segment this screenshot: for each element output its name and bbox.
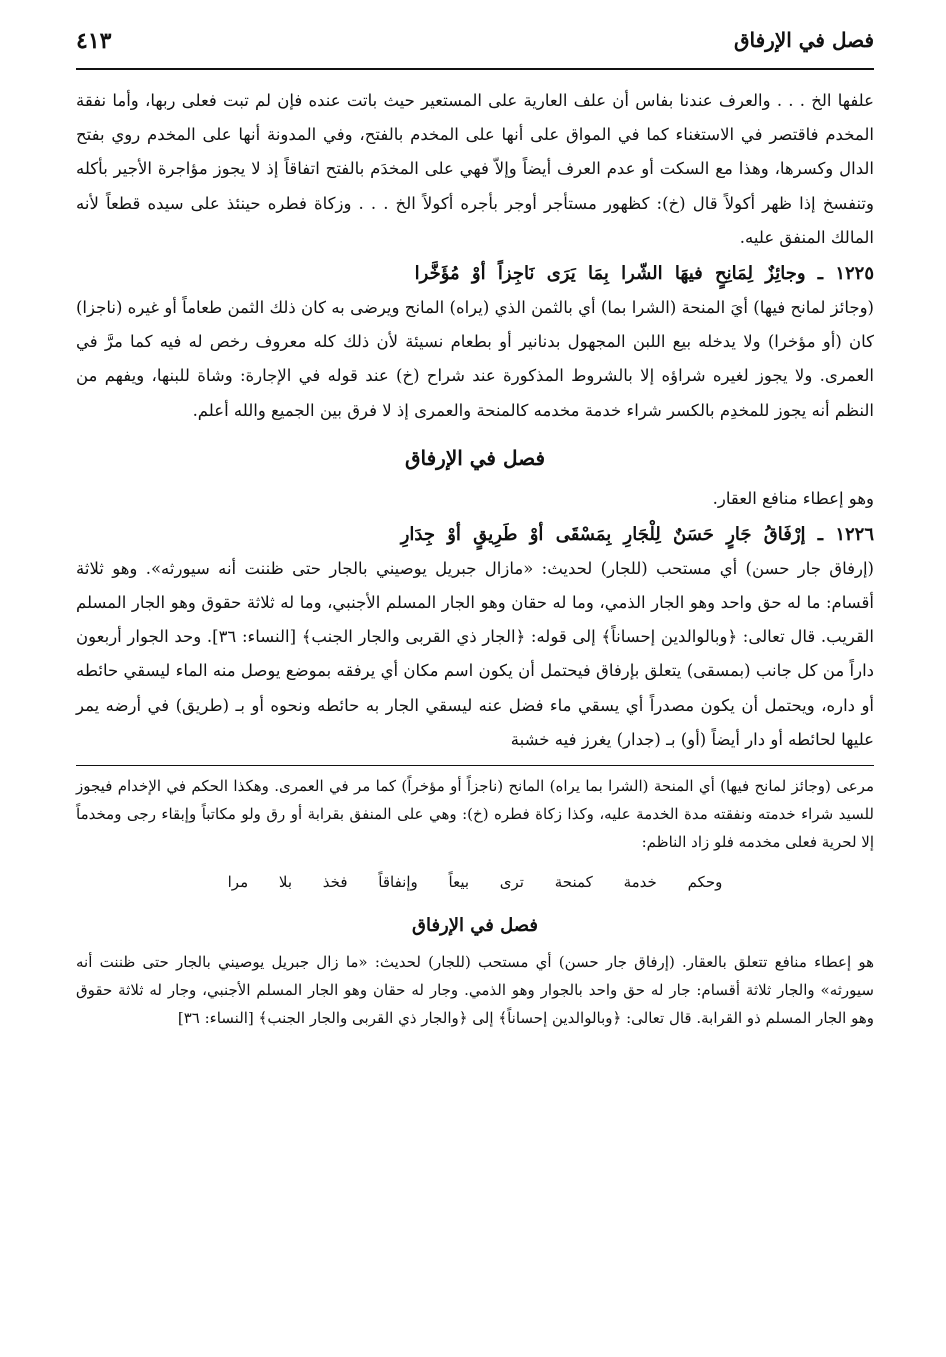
main-text (76, 84, 874, 757)
header-rule (76, 68, 874, 70)
footnote-paragraph: هو إعطاء منافع تتعلق بالعقار. (إرفاق جار حسن) أي مستحب (للجار) لحديث: «ما زال جبريل يوصيني بالجار حتى ظننت أنه سيورثه» والجار ثلاثة أقسام: جار له حق واحد بالجوار وهو الذمي. وجار له حقان وهو الجار المسلم الأجنبي، وجار له ثلاثة حقوق وهو الجار المسلم ذو القرابة. قال تعالى: ﴿وبالوالدين إحساناً﴾ إلى ﴿والجار ذي القربى والجار الجنب﴾ [النساء: ٣٦] (76, 953, 874, 1028)
paragraph-1: علفها الخ . . . والعرف عندنا بفاس أن علف العارية على المستعير حيث باتت عنده فإن لم تبت فعلى ربها، وأما نفقة المخدم فاقتصر في الاستغناء كما في المواق على أنها على المخدم بالفتح، وفي المدونة أنها على المخدم روي بفتح الدال وكسرها، وهذا مع السكت أو عدم العرف أيضاً وإلاّ فهي على المخدَم بالفتح اتفاقاً إذ لا يجوز مؤاجرة الأجير بأكله وتنفسخ إذا ظهر أكولاً قال (خ): كظهور مستأجر أوجر بأجره أكولاً الخ . . . وزكاة فطره حينئذ على سيده قطعاً لأنه المالك المنفق عليه. (76, 91, 874, 247)
footnote-rule (76, 765, 874, 766)
running-title: فصل في الإرفاق (734, 28, 874, 52)
paragraph-2: (وجائز لمانح فيها) أيَ المنحة (الشرا بما) أي بالثمن الذي (يراه) المانح ويرضى به كان ذلك الثمن طعاماً أو غيره (ناجزا) كان (أو مؤخرا) ولا يدخله بيع اللبن المجهول بدنانير أو بطعام نسيئة لأن ذلك كله معروف رخص له فيه كما مرَّ في العمرى. ولا يجوز لغيره شراؤه إلا بالشروط المذكورة عند شراح (خ) عند قوله في الإجارة: وشاة للبنها، ويفهم من النظم أنه يجوز للمخدِم بالكسر شراء خدمة مخدمه كالمنحة والعمرى إذ لا فرق بين الجميع والله أعلم. (76, 298, 874, 420)
page-number: ٤١٣ (76, 28, 112, 54)
page-header (76, 28, 874, 68)
footnote-section (76, 772, 874, 1032)
footnote-verse: وحكم خدمة كمنحة ترى بيعاً وإنفاقاً فخذ بلا مرا (227, 873, 723, 892)
footnote-line-1: مرعى (وجائز لمانح فيها) أي المنحة (الشرا بما يراه) المانح (ناجزاً أو مؤخراً) كما مر في العمرى. وهكذا الحكم في الإخدام فيجوز للسيد شراء خدمته ونفقته مدة الخدمة عليه، وكذا زكاة فطره (خ): وهي على المنفق بقرابة أو رق ولو مكاتباً وإبقاء رجى ومخدماً إلا لحرية فعلى مخدمه فلو زاد الناظم: (76, 777, 874, 852)
section-title: فصل في الإرفاق (405, 445, 545, 470)
section-intro: وهو إعطاء منافع العقار. (712, 488, 874, 508)
footnote-heading: فصل في الإرفاق (412, 915, 538, 937)
verse-1226: ١٢٢٦ ـ إرْفَاقُ جَارٍ حَسَنٌ لِلْجَارِ بِمَسْقَى أوْ طَرِيقٍ أوْ جِدَارِ (400, 523, 874, 545)
verse-1225: ١٢٢٥ ـ وجائِزٌ لِمَانِحٍ فيهَا الشّرا بِمَا يَرَى نَاجِزاً أوْ مُؤَخَّرا (414, 263, 874, 285)
paragraph-3: (إرفاق جار حسن) أي مستحب (للجار) لحديث: «مازال جبريل يوصيني بالجار حتى ظننت أنه سيورثه». وهو ثلاثة أقسام: ما له حق واحد وهو الجار الذمي، وما له حقان وهو الجار المسلم الأجنبي، وما له ثلاثة حقوق وهو الجار المسلم القريب. قال تعالى: ﴿وبالوالدين إحساناً﴾ إلى قوله: ﴿الجار ذي القربى والجار الجنب﴾ [النساء: ٣٦]. وحد الجوار أربعون داراً من كل جانب (بمسقى) يتعلق بإرفاق فيحتمل أن يكون اسم مكان أي يرفقه بموضع يوصل منه الماء ليسقي حائطه أو داره، ويحتمل أن يكون مصدراً أي يسقي ماء فضل عنه ليسقي الجار به حائطه ونحوه أو بـ (طريق) في أرضه يمر عليها لحائطه أو دار أيضاً (أو) بـ (جدار) يغرز فيه خشبة (76, 558, 875, 749)
